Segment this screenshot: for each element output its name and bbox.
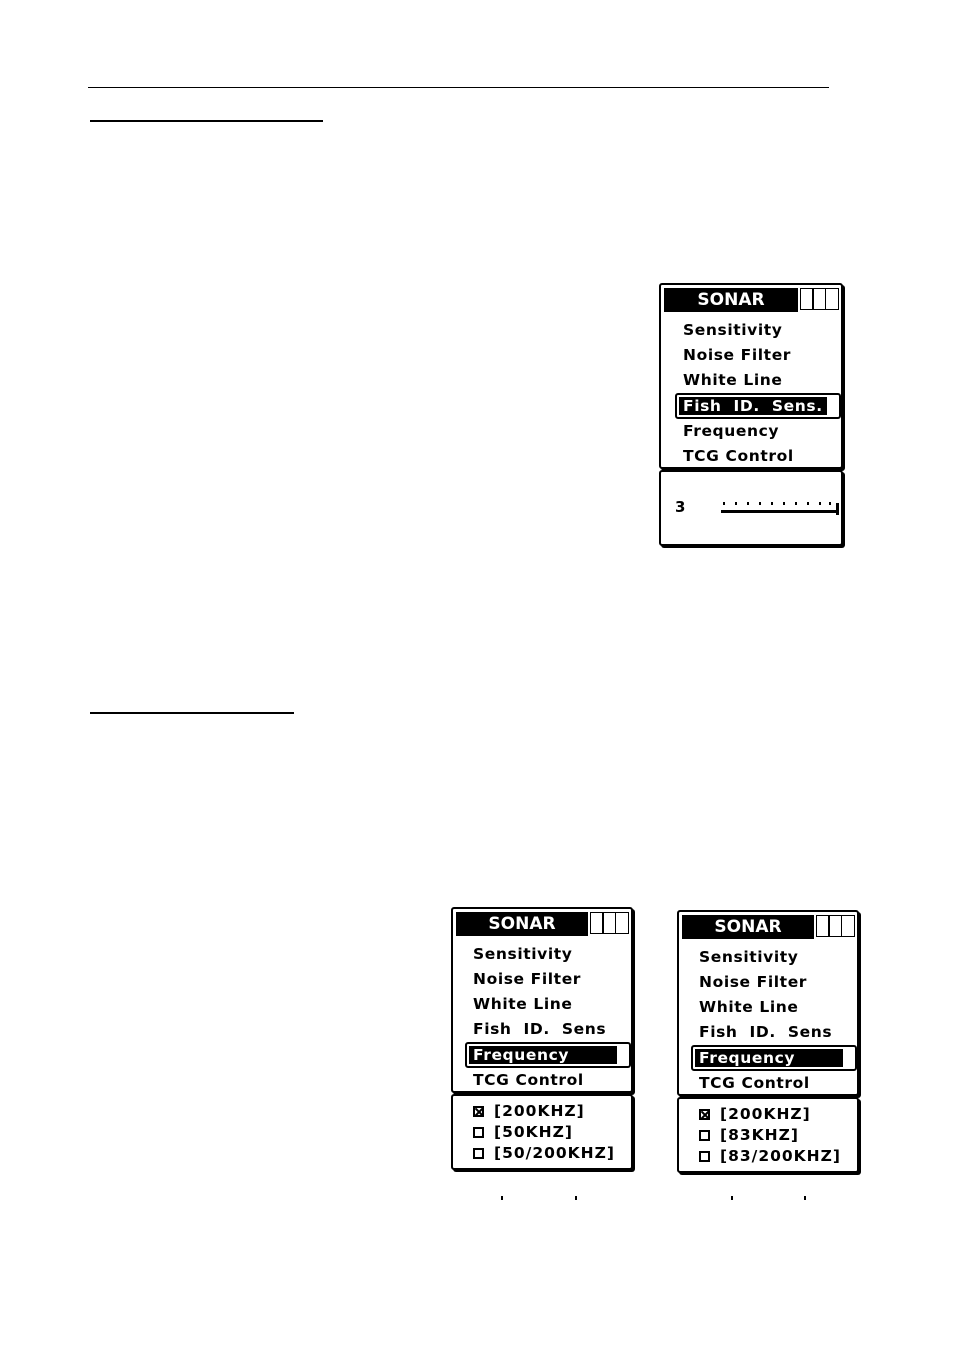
tab-boxes bbox=[801, 288, 839, 312]
level-slider-end bbox=[836, 503, 839, 515]
tab-boxes bbox=[817, 915, 855, 939]
menu-item-white-line[interactable]: White Line bbox=[699, 998, 799, 1016]
menu-item-noise-filter[interactable]: Noise Filter bbox=[683, 346, 792, 364]
header-rule bbox=[88, 87, 829, 88]
menu-item-white-line[interactable]: White Line bbox=[473, 995, 573, 1013]
sonar-menu bbox=[659, 283, 843, 469]
frequency-options bbox=[677, 1097, 859, 1173]
caption-mark bbox=[731, 1196, 733, 1200]
caption-mark bbox=[804, 1196, 806, 1200]
menu-item-frequency[interactable]: Frequency bbox=[469, 1046, 617, 1064]
sonar-menu bbox=[677, 910, 859, 1096]
sonar-panel-frequency-83 bbox=[677, 910, 861, 1175]
option-50-200khz[interactable]: [50/200KHZ] bbox=[473, 1144, 615, 1162]
menu-title: SONAR bbox=[456, 912, 588, 936]
menu-item-noise-filter[interactable]: Noise Filter bbox=[699, 973, 808, 991]
menu-item-tcg-control[interactable]: TCG Control bbox=[699, 1074, 810, 1092]
checkbox-icon bbox=[473, 1148, 484, 1159]
caption-mark bbox=[575, 1196, 577, 1200]
sonar-menu bbox=[451, 907, 633, 1093]
caption-mark bbox=[501, 1196, 503, 1200]
checkbox-icon bbox=[473, 1127, 484, 1138]
sonar-panel-frequency-50 bbox=[451, 907, 635, 1172]
checkbox-icon bbox=[699, 1151, 710, 1162]
section-heading-underline-2 bbox=[90, 712, 294, 714]
menu-item-sensitivity[interactable]: Sensitivity bbox=[683, 321, 783, 339]
level-value: 3 bbox=[675, 498, 686, 516]
checked-box-icon bbox=[473, 1106, 484, 1117]
level-box bbox=[659, 470, 843, 546]
menu-item-fish-id-sens[interactable]: Fish ID. Sens. bbox=[679, 397, 827, 415]
menu-item-sensitivity[interactable]: Sensitivity bbox=[473, 945, 573, 963]
menu-title: SONAR bbox=[664, 288, 798, 312]
level-slider-track[interactable] bbox=[721, 510, 837, 513]
menu-item-tcg-control[interactable]: TCG Control bbox=[473, 1071, 584, 1089]
sonar-panel-fish-id bbox=[659, 283, 845, 548]
menu-item-noise-filter[interactable]: Noise Filter bbox=[473, 970, 582, 988]
tab-boxes bbox=[591, 912, 629, 936]
menu-item-fish-id-sens[interactable]: Fish ID. Sens bbox=[699, 1023, 833, 1041]
menu-title: SONAR bbox=[682, 915, 814, 939]
option-50khz[interactable]: [50KHZ] bbox=[473, 1123, 573, 1141]
menu-item-frequency[interactable]: Frequency bbox=[683, 422, 780, 440]
section-heading-underline-1 bbox=[90, 120, 323, 122]
option-200khz[interactable]: [200KHZ] bbox=[473, 1102, 585, 1120]
menu-item-white-line[interactable]: White Line bbox=[683, 371, 783, 389]
checkbox-icon bbox=[699, 1130, 710, 1141]
option-83-200khz[interactable]: [83/200KHZ] bbox=[699, 1147, 841, 1165]
menu-item-tcg-control[interactable]: TCG Control bbox=[683, 447, 794, 465]
frequency-options bbox=[451, 1094, 633, 1170]
menu-item-sensitivity[interactable]: Sensitivity bbox=[699, 948, 799, 966]
menu-item-fish-id-sens[interactable]: Fish ID. Sens bbox=[473, 1020, 607, 1038]
option-200khz[interactable]: [200KHZ] bbox=[699, 1105, 811, 1123]
option-83khz[interactable]: [83KHZ] bbox=[699, 1126, 799, 1144]
menu-item-frequency[interactable]: Frequency bbox=[695, 1049, 843, 1067]
checked-box-icon bbox=[699, 1109, 710, 1120]
